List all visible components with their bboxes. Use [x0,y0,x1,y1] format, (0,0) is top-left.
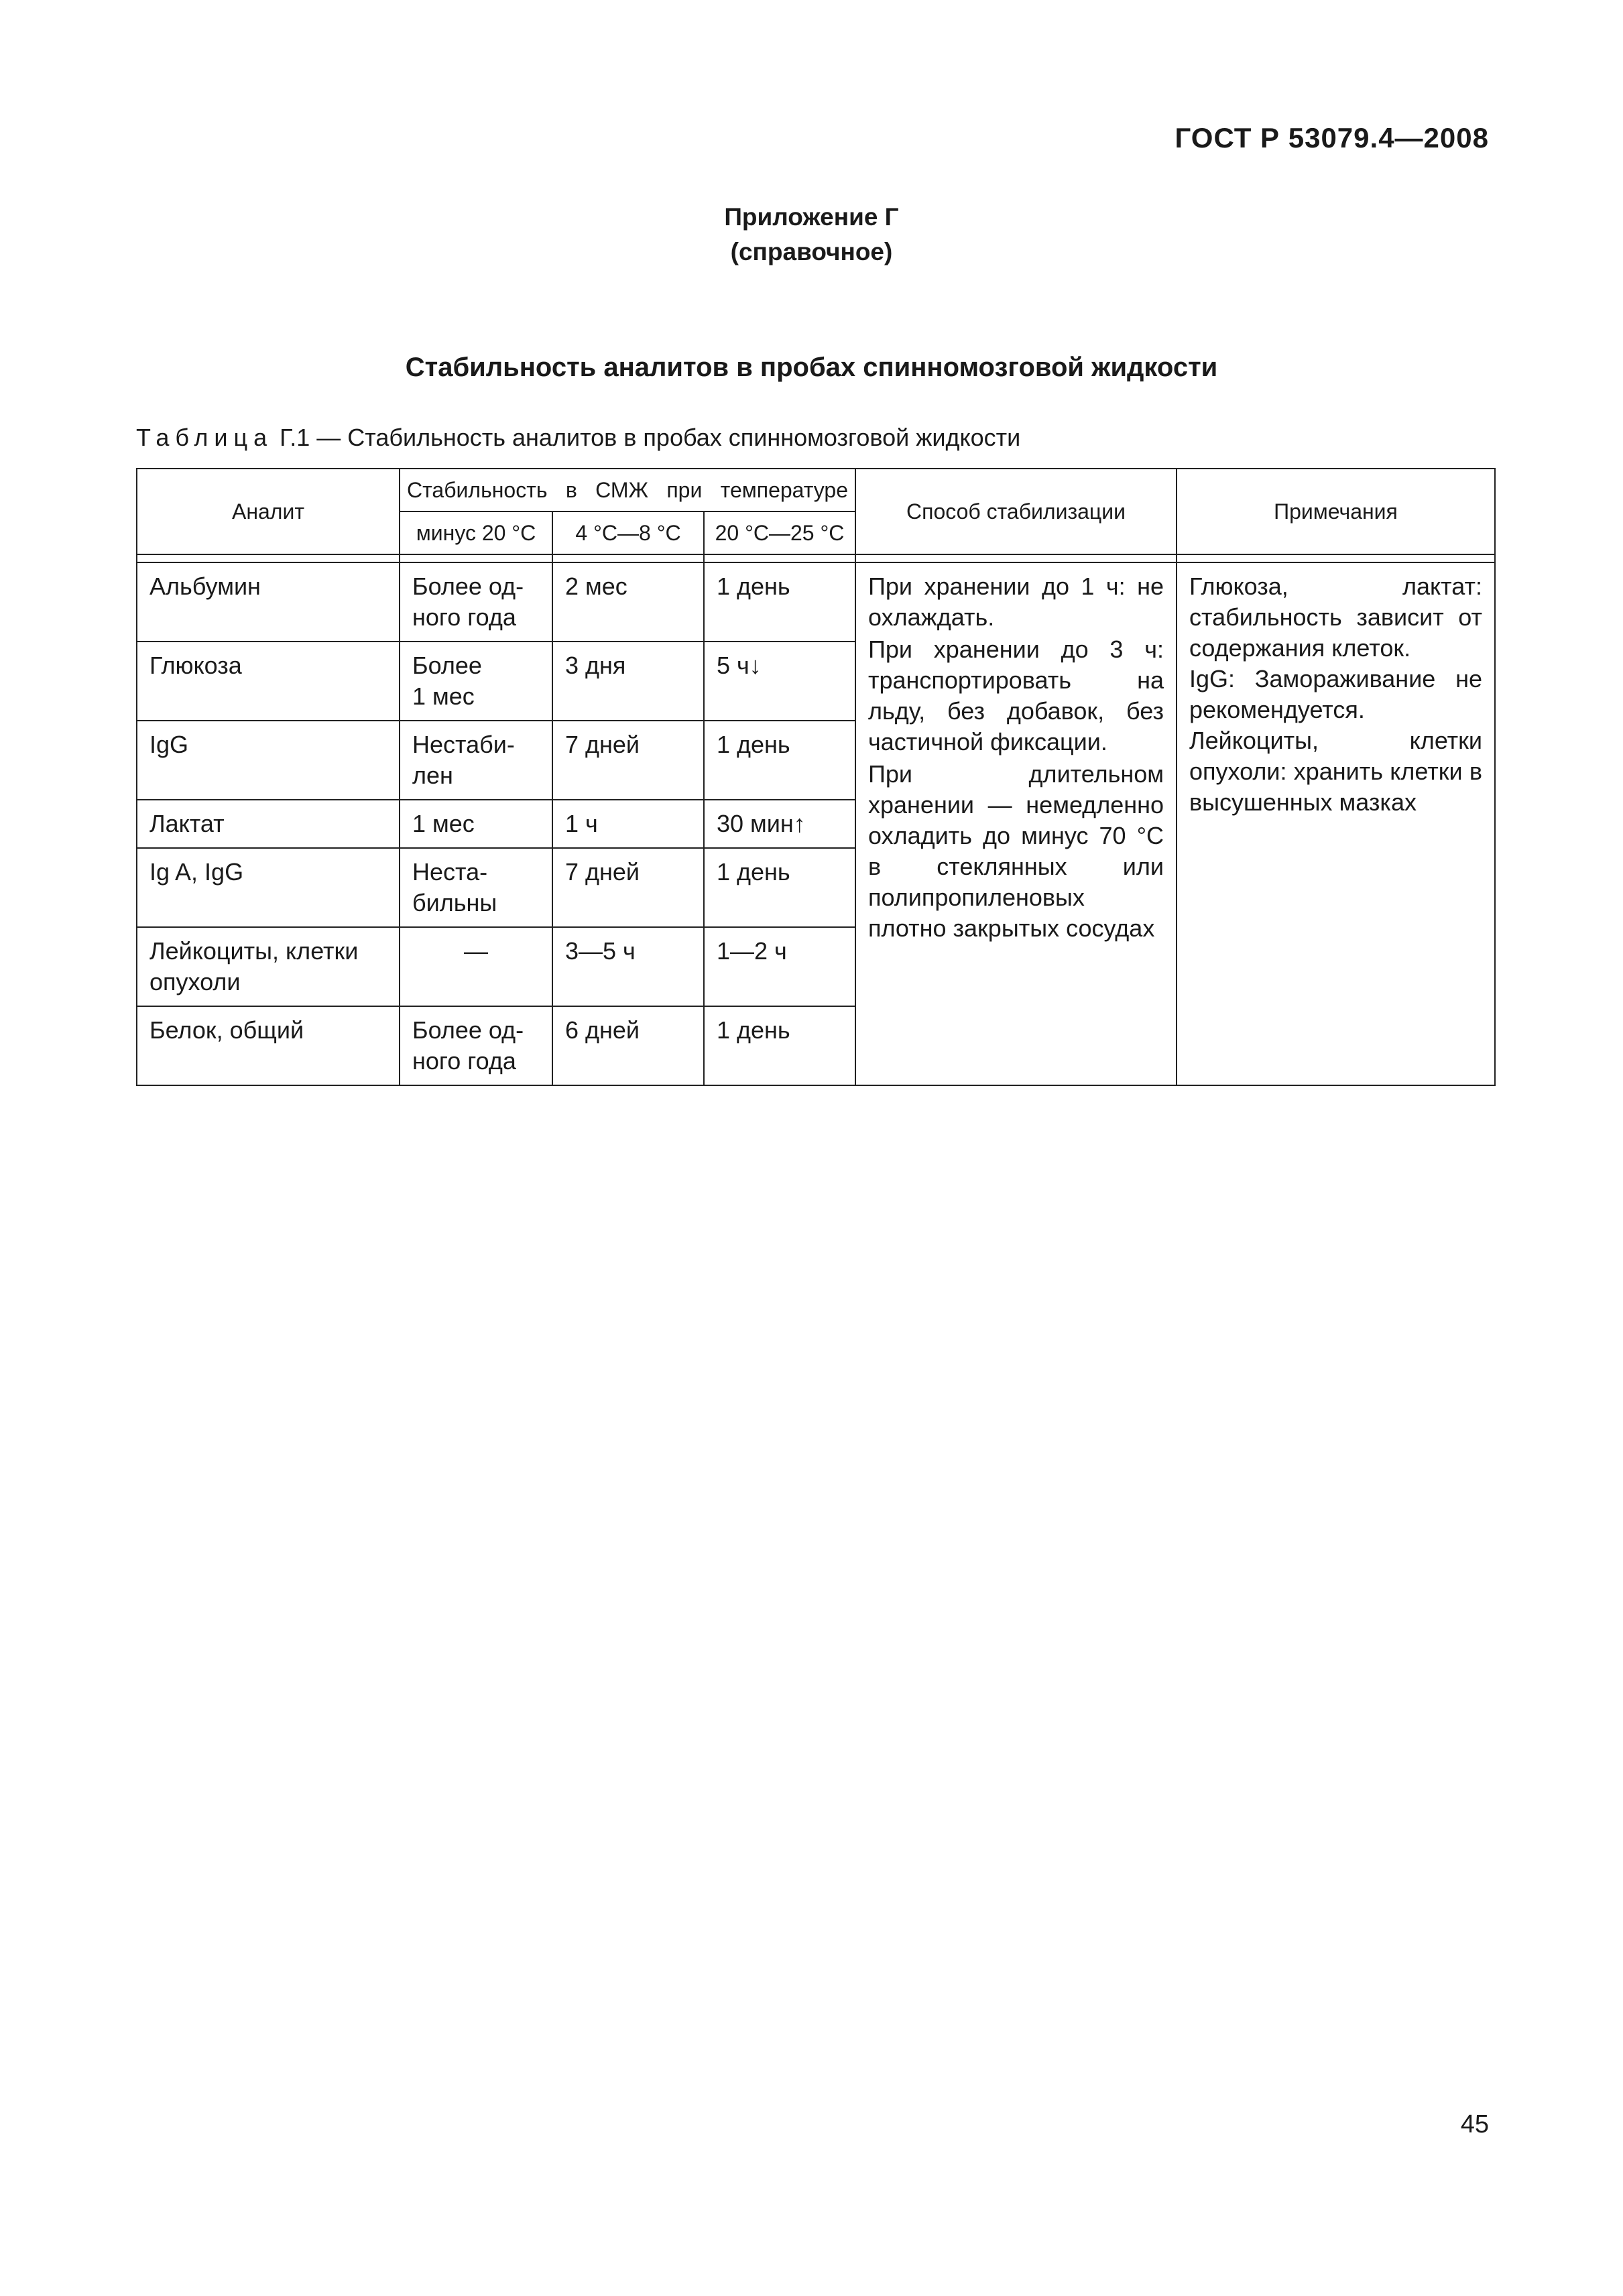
appendix-heading [0,200,1623,269]
cell-temp-20-25: 1 день [704,848,855,927]
cell-temp-minus20: Более од- ного года [400,1006,552,1085]
cell-temp-4-8: 7 дней [552,721,704,800]
cell-temp-4-8: 6 дней [552,1006,704,1085]
cell-temp-4-8: 3—5 ч [552,927,704,1006]
header-stability-group: Стабильность в СМЖ при температуре [400,469,855,511]
cell-temp-20-25: 1—2 ч [704,927,855,1006]
cell-notes [1177,562,1495,1085]
stability-table [136,468,1496,1086]
cell-analyte: Лактат [137,800,400,848]
cell-analyte: Ig A, IgG [137,848,400,927]
cell-temp-minus20: 1 мес [400,800,552,848]
cell-temp-20-25: 1 день [704,721,855,800]
cell-temp-4-8: 3 дня [552,642,704,721]
cell-temp-20-25: 1 день [704,562,855,642]
cell-analyte: Альбумин [137,562,400,642]
cell-analyte: Белок, общий [137,1006,400,1085]
cell-temp-minus20: Неста- бильны [400,848,552,927]
cell-temp-minus20: Более 1 мес [400,642,552,721]
appendix-type: (справочное) [730,238,893,265]
method-paragraph: При длительном хранении — немедленно охладить до минус 70 °С в стеклянных или полипропиленовых плотно закрытых сосудах [868,760,1164,942]
header-method: Способ стабилизации [855,469,1177,554]
table-caption-label: Таблица [136,424,274,451]
header-separator [137,554,1495,562]
cell-temp-20-25: 1 день [704,1006,855,1085]
cell-analyte: Глюкоза [137,642,400,721]
cell-temp-4-8: 7 дней [552,848,704,927]
header-temp-minus20: минус 20 °С [400,511,552,554]
table-caption [136,424,1020,452]
cell-temp-minus20: Нестаби- лен [400,721,552,800]
method-paragraph: При хранении до 3 ч: транспортировать на льду, без добавок, без частичной фиксации. [868,636,1164,756]
cell-temp-20-25: 30 мин↑ [704,800,855,848]
document-code: ГОСТ Р 53079.4—2008 [1175,122,1489,154]
table-row [137,562,1495,642]
cell-stabilization-method [855,562,1177,1085]
header-analyte: Аналит [137,469,400,554]
cell-temp-4-8: 2 мес [552,562,704,642]
table-caption-text: Г.1 — Стабильность аналитов в пробах спинномозговой жидкости [273,424,1021,451]
cell-temp-minus20: — [400,927,552,1006]
cell-temp-minus20: Более од- ного года [400,562,552,642]
note-paragraph: Глюкоза, лактат: стабильность зависит от содержания клеток. [1189,572,1482,662]
header-notes: Примечания [1177,469,1495,554]
page-number: 45 [1460,2110,1489,2138]
method-paragraph: При хранении до 1 ч: не охлаждать. [868,572,1164,631]
note-paragraph: Лейкоциты, клетки опухоли: хранить клетки в высушенных мазках [1189,727,1482,816]
cell-temp-20-25: 5 ч↓ [704,642,855,721]
cell-analyte: Лейкоциты, клетки опухоли [137,927,400,1006]
section-title: Стабильность аналитов в пробах спинномозговой жидкости [405,353,1218,382]
header-temp-20-25: 20 °С—25 °С [704,511,855,554]
appendix-label: Приложение Г [724,203,899,231]
cell-temp-4-8: 1 ч [552,800,704,848]
note-paragraph: IgG: Замораживание не рекомендуется. [1189,665,1482,723]
header-temp-4-8: 4 °С—8 °С [552,511,704,554]
cell-analyte: IgG [137,721,400,800]
